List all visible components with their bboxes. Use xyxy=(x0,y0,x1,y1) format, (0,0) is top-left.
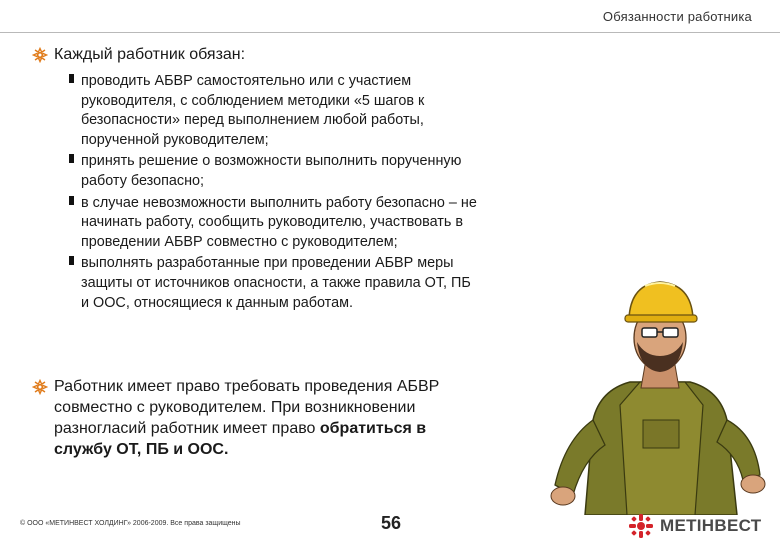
list-item xyxy=(66,72,596,150)
rights-row xyxy=(32,376,532,460)
company-logo xyxy=(628,513,761,539)
list-item xyxy=(66,194,596,253)
rights-line xyxy=(54,418,439,439)
rights-text: разногласий работник имеет право xyxy=(54,420,320,437)
item-line: начинать работу, сообщить руководителю, участвовать в xyxy=(81,214,464,231)
header-title: Обязанности работника xyxy=(602,9,752,24)
item-line: проведении АБВР совместно с руководителем; xyxy=(81,233,398,250)
item-line: порученной руководителем; xyxy=(81,131,269,148)
item-line: и ООС, относящиеся к данным работам. xyxy=(81,294,353,311)
item-line: в случае невозможности выполнить работу безопасно – не xyxy=(81,194,477,211)
list-item xyxy=(66,152,596,191)
square-bullet-icon xyxy=(69,74,74,83)
rights-line: совместно с руководителем. При возникновении xyxy=(54,399,416,416)
page-number: 56 xyxy=(381,513,402,533)
rights-line: Работник имеет право требовать проведения АБВР xyxy=(54,378,440,395)
rights-emphasis-line: службу ОТ, ПБ и ООС. xyxy=(54,441,229,458)
item-line: руководителя, с соблюдением методики «5 шагов к xyxy=(81,92,425,109)
square-bullet-icon xyxy=(69,256,74,265)
header-divider xyxy=(0,32,780,33)
item-line: принять решение о возможности выполнить порученную xyxy=(81,153,462,170)
list-item xyxy=(66,254,596,313)
item-line: проводить АБВР самостоятельно или с участием xyxy=(81,73,412,89)
square-bullet-icon xyxy=(69,154,74,163)
duties-heading: Каждый работник обязан: xyxy=(54,46,246,63)
item-line: выполнять разработанные при проведении АБВР меры xyxy=(81,255,454,272)
rights-paragraph xyxy=(54,376,439,460)
logo-text: МЕТІНВЕСТ xyxy=(660,516,762,535)
item-line: защиты от источников опасности, а также правила ОТ, ПБ xyxy=(81,274,471,291)
flower-bullet-icon xyxy=(32,379,48,395)
metinvest-logo-icon xyxy=(628,513,654,539)
item-line: безопасности» перед выполнением любой работы, xyxy=(81,112,424,129)
rights-emphasis: обратиться в xyxy=(319,420,427,437)
item-line: работу безопасно; xyxy=(81,172,205,189)
duties-list xyxy=(66,72,596,315)
worker-illustration xyxy=(545,270,780,515)
square-bullet-icon xyxy=(69,196,74,205)
footer-copyright: © ООО «МЕТИНВЕСТ ХОЛДИНГ» 2006-2009. Все права защищены xyxy=(20,520,241,527)
duties-heading-row xyxy=(32,44,245,65)
flower-bullet-icon xyxy=(32,47,48,63)
